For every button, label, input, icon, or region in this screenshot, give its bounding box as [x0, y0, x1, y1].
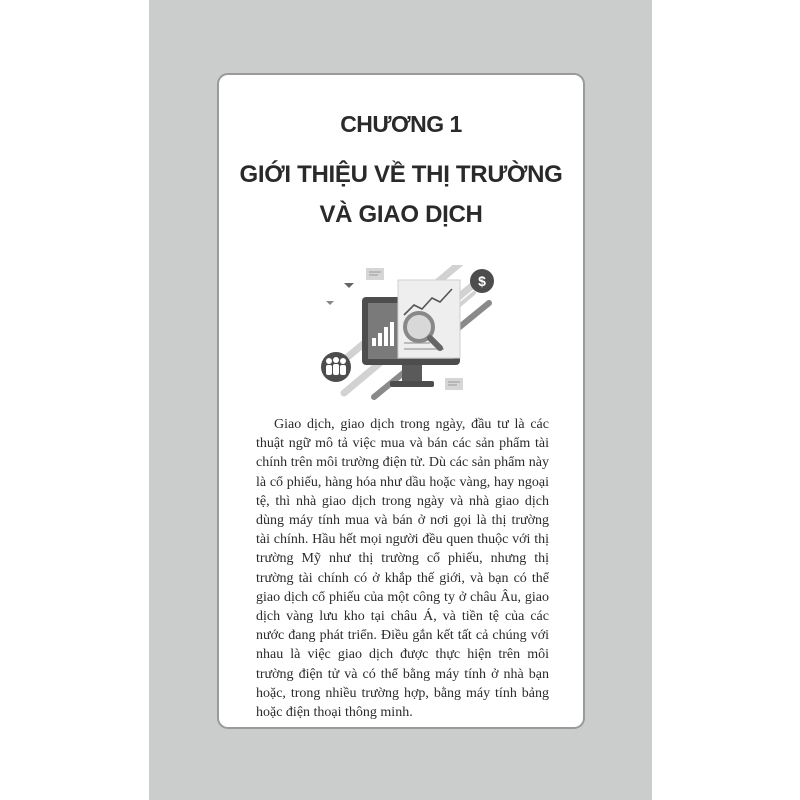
dollar-coin-icon — [470, 269, 494, 293]
people-icon — [321, 352, 351, 382]
body-text — [256, 415, 549, 722]
chapter-title-line-1: GIỚI THIỆU VỀ THỊ TRƯỜNG — [239, 161, 563, 188]
chapter-title — [219, 155, 583, 235]
chat-bubble-icon — [445, 378, 463, 390]
triangle-icon — [344, 283, 354, 288]
chat-bubble-icon — [366, 268, 384, 280]
triangle-icon — [326, 301, 334, 305]
trading-illustration — [314, 265, 504, 405]
chapter-title-line-2: VÀ GIAO DỊCH — [319, 201, 483, 228]
dollar-symbol: $ — [478, 273, 486, 289]
chapter-number: CHƯƠNG 1 — [340, 111, 462, 137]
body-paragraph: Giao dịch, giao dịch trong ngày, đầu tư là các thuật ngữ mô tả việc mua và bán các sản phẩm tài chính trên môi trường điện tử. Dù các sản phẩm này là cổ phiếu, hàng hóa như dầu hoặc vàng, hay ngoại tệ, thì nhà giao dịch trong ngày và nhà giao dịch dùng máy tính mua và bán ở nơi gọi là thị trường tài chính. Hầu hết mọi người đều quen thuộc với thị trường Mỹ như thị trường cổ phiếu, nhưng thị trường tài chính có ở khắp thế giới, và bạn có thể giao dịch cổ phiếu của một công ty ở châu Âu, giao dịch vàng lưu kho tại châu Á, và tiền tệ của các nước đang phát triển. Điều gắn kết tất cả chúng với nhau là việc giao dịch được thực hiện trên môi trường điện tử và có thể bằng máy tính ở nhà bạn hoặc, trong nhiều trường hợp, bằng máy tính bảng hoặc điện thoại thông minh. — [256, 417, 549, 721]
book-page — [217, 73, 585, 729]
